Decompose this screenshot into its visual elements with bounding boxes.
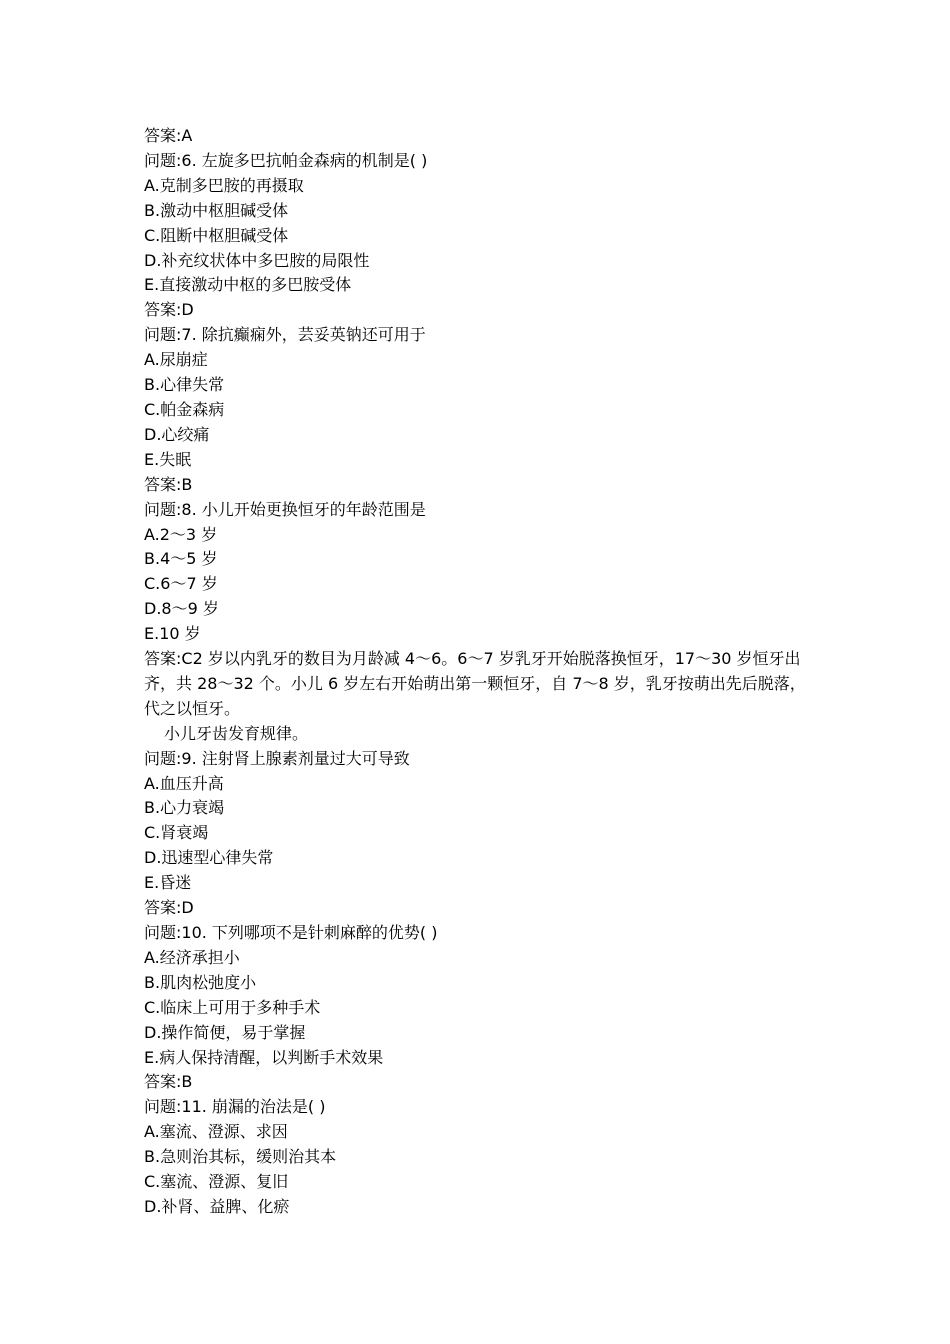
option-line: C.肾衰竭	[144, 823, 209, 843]
option-line: A.尿崩症	[144, 350, 208, 370]
option-line: A.塞流、澄源、求因	[144, 1122, 288, 1142]
option-line: A.血压升高	[144, 773, 224, 793]
question-text-block	[144, 124, 816, 1220]
question-10-line: 问题:10. 下列哪项不是针刺麻醉的优势( )	[144, 923, 438, 942]
option-line: B.激动中枢胆碱受体	[144, 200, 289, 220]
option-line: A.克制多巴胺的再摄取	[144, 175, 304, 195]
option-line: B.心律失常	[144, 375, 225, 395]
answer-5-line: 答案:A	[144, 126, 193, 145]
answer-8-explanation: 答案:C2 岁以内乳牙的数目为月龄减 4～6。6～7 岁乳牙开始脱落换恒牙，17～30 岁恒牙出齐，共 28～32 个。小儿 6 岁左右开始萌出第一颗恒牙，自 7～8 岁，乳牙按萌出先后脱落，代之以恒牙。	[144, 649, 806, 718]
option-line: B.急则治其标，缓则治其本	[144, 1147, 337, 1167]
option-line: D.心绞痛	[144, 424, 210, 444]
question-11-line: 问题:11. 崩漏的治法是( )	[144, 1097, 326, 1117]
option-line: E.昏迷	[144, 873, 192, 893]
option-line: D.操作简便，易于掌握	[144, 1022, 306, 1042]
option-line: C.阻断中枢胆碱受体	[144, 225, 289, 245]
option-line: E.失眠	[144, 449, 192, 469]
question-9-line: 问题:9. 注射肾上腺素剂量过大可导致	[144, 748, 410, 768]
answer-8-note: 小儿牙齿发育规律。	[164, 723, 309, 743]
question-8-line: 问题:8. 小儿开始更换恒牙的年龄范围是	[144, 499, 426, 519]
option-line: B.4～5 岁	[144, 549, 218, 569]
answer-6-line: 答案:D	[144, 300, 194, 320]
option-line: D.补肾、益脾、化瘀	[144, 1196, 290, 1216]
option-line: E.直接激动中枢的多巴胺受体	[144, 275, 352, 295]
option-line: E.10 岁	[144, 624, 201, 644]
option-line: B.心力衰竭	[144, 798, 225, 818]
option-line: E.病人保持清醒，以判断手术效果	[144, 1047, 384, 1067]
question-7-line: 问题:7. 除抗癫痫外，芸妥英钠还可用于	[144, 325, 426, 345]
option-line: D.补充纹状体中多巴胺的局限性	[144, 250, 370, 270]
answer-9-line: 答案:D	[144, 898, 194, 918]
option-line: A.经济承担小	[144, 947, 240, 967]
option-line: D.迅速型心律失常	[144, 848, 274, 868]
option-line: C.临床上可用于多种手术	[144, 997, 321, 1017]
option-line: C.6～7 岁	[144, 574, 218, 594]
option-line: B.肌肉松弛度小	[144, 972, 257, 992]
answer-10-line: 答案:B	[144, 1072, 193, 1092]
option-line: D.8～9 岁	[144, 599, 219, 619]
question-6-line: 问题:6. 左旋多巴抗帕金森病的机制是( )	[144, 150, 428, 170]
answer-7-line: 答案:B	[144, 474, 193, 494]
option-line: C.塞流、澄源、复旧	[144, 1172, 289, 1192]
option-line: A.2～3 岁	[144, 524, 218, 544]
option-line: C.帕金森病	[144, 399, 225, 419]
